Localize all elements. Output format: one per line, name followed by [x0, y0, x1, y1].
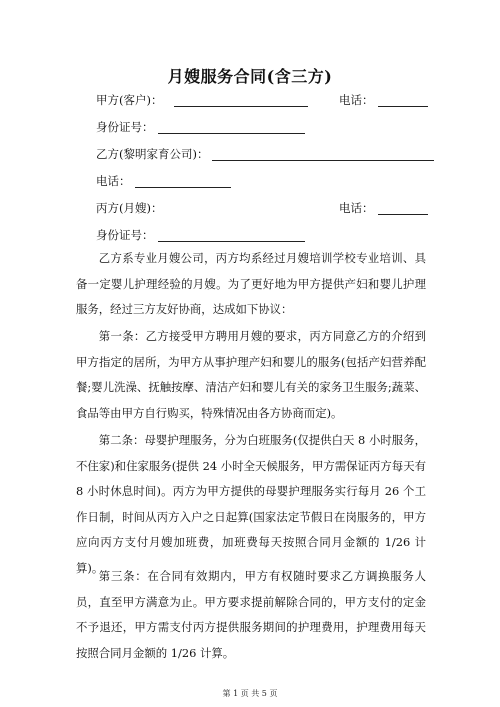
party-c-phone-blank[interactable]	[378, 203, 428, 215]
article-2-paragraph: 第二条：母婴护理服务，分为白班服务(仅提供白天 8 小时服务，不住家)和住家服务(提供 24 小时全天候服务，甲方需保证丙方每天有 8 小时休息时间)。丙方为甲方提供的母婴护理服务实行每月 26 个工作日制，时间从丙方入户之日起算(国家法定节假日在岗服务的，甲方应向丙方支付月嫂加班费，加班费每天按照合同月金额的 1/26 计算)。	[76, 433, 426, 575]
party-b-label: 乙方(黎明家育公司)：	[96, 147, 209, 161]
article-3-paragraph: 第三条：在合同有效期内，甲方有权随时要求乙方调换服务人员，直至甲方满意为止。甲方要求提前解除合同的，甲方支付的定金不予退还，甲方需支付丙方提供服务期间的护理费用，护理费用每天按照合同月金额的 1/26 计算。	[76, 569, 426, 660]
party-a-field	[96, 93, 308, 107]
id-label-1: 身份证号：	[96, 120, 154, 134]
intro-paragraph: 乙方系专业月嫂公司，丙方均系经过月嫂培训学校专业培训、具备一定婴儿护理经验的月嫂。为了更好地为甲方提供产妇和婴儿护理服务，经过三方友好协商，达成如下协议：	[76, 251, 426, 317]
party-c-label: 丙方(月嫂)：	[96, 201, 163, 215]
party-b-blank[interactable]	[212, 149, 434, 161]
id-field-2	[96, 228, 305, 242]
party-a-blank[interactable]	[174, 95, 308, 107]
party-a-phone-field	[339, 93, 428, 107]
party-b-field	[96, 147, 434, 161]
id-label-2: 身份证号：	[96, 228, 154, 242]
party-c-phone-field	[339, 201, 428, 215]
party-b-phone-blank[interactable]	[135, 176, 231, 188]
party-a-phone-label: 电话：	[339, 93, 374, 107]
party-b-phone-field	[96, 174, 231, 188]
id-blank-2[interactable]	[158, 230, 305, 242]
page-footer: 第 1 页 共 5 页	[222, 689, 278, 698]
article-1-paragraph: 第一条：乙方接受甲方聘用月嫂的要求，丙方同意乙方的介绍到甲方指定的居所，为甲方从事护理产妇和婴儿的服务(包括产妇营养配餐;婴儿洗澡、抚触按摩、清洁产妇和婴儿有关的家务卫生服务;蔬菜、食品等由甲方自行购买，特殊情况由各方协商而定)。	[76, 329, 426, 420]
party-a-label: 甲方(客户)：	[96, 93, 163, 107]
id-field-1	[96, 120, 305, 134]
party-c-phone-label: 电话：	[339, 201, 374, 215]
party-b-phone-label: 电话：	[96, 174, 131, 188]
contract-title: 月嫂服务合同(含三方)	[167, 67, 333, 86]
party-a-phone-blank[interactable]	[378, 95, 428, 107]
party-c-field	[96, 201, 162, 215]
id-blank-1[interactable]	[158, 122, 305, 134]
